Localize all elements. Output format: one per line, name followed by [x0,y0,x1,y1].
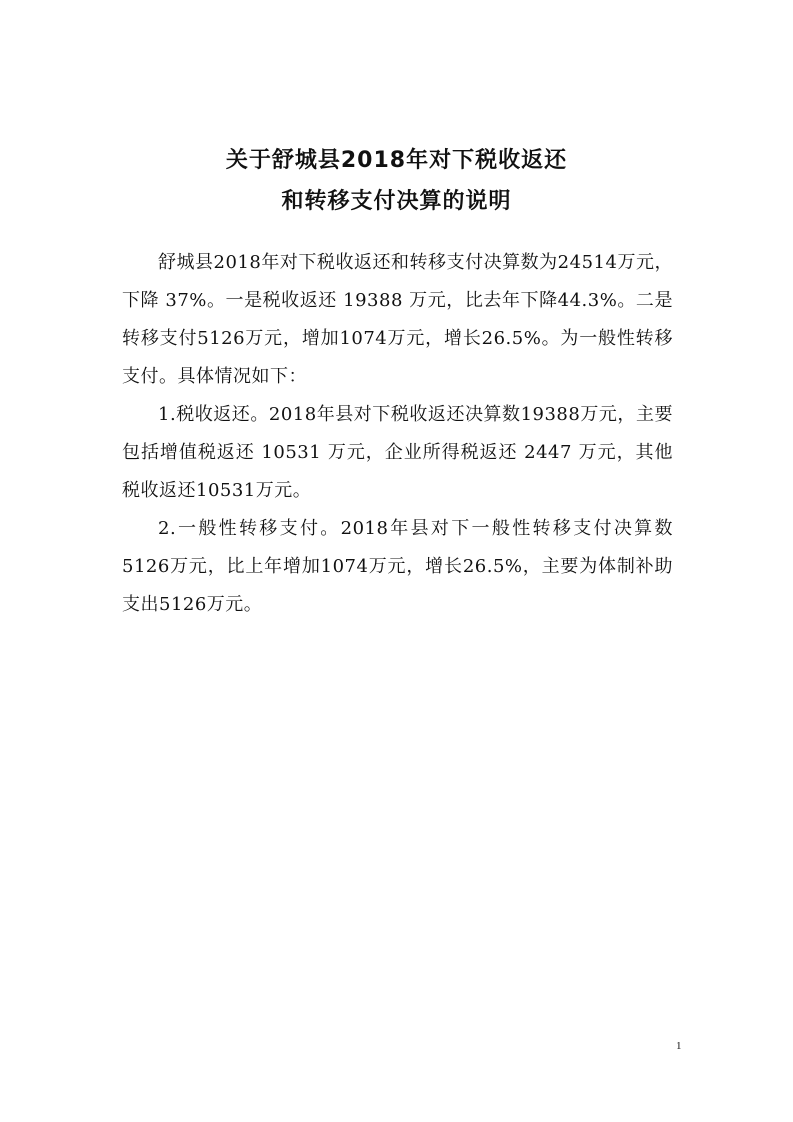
paragraph-summary: 舒城县2018年对下税收返还和转移支付决算数为24514万元，下降 37%。一是税收返还 19388 万元，比去年下降44.3%。二是转移支付5126万元，增加1074万元，增长26.5%。为一般性转移支付。具体情况如下： [122,252,673,387]
document-body [122,244,673,624]
document-title-line-2: 和转移支付决算的说明 [281,189,512,214]
paragraph-general-transfer: 2.一般性转移支付。2018年县对下一般性转移支付决算数 5126万元，比上年增加1074万元，增长26.5%，主要为体制补助支出5126万元。 [122,518,673,615]
paragraph-tax-rebate: 1.税收返还。2018年县对下税收返还决算数19388万元，主要包括增值税返还 10531 万元，企业所得税返还 2447 万元，其他税收返还10531万元。 [122,404,673,501]
page-number: 1 [676,1040,682,1052]
document-title-line-1: 关于舒城县2018年对下税收返还 [225,148,568,173]
